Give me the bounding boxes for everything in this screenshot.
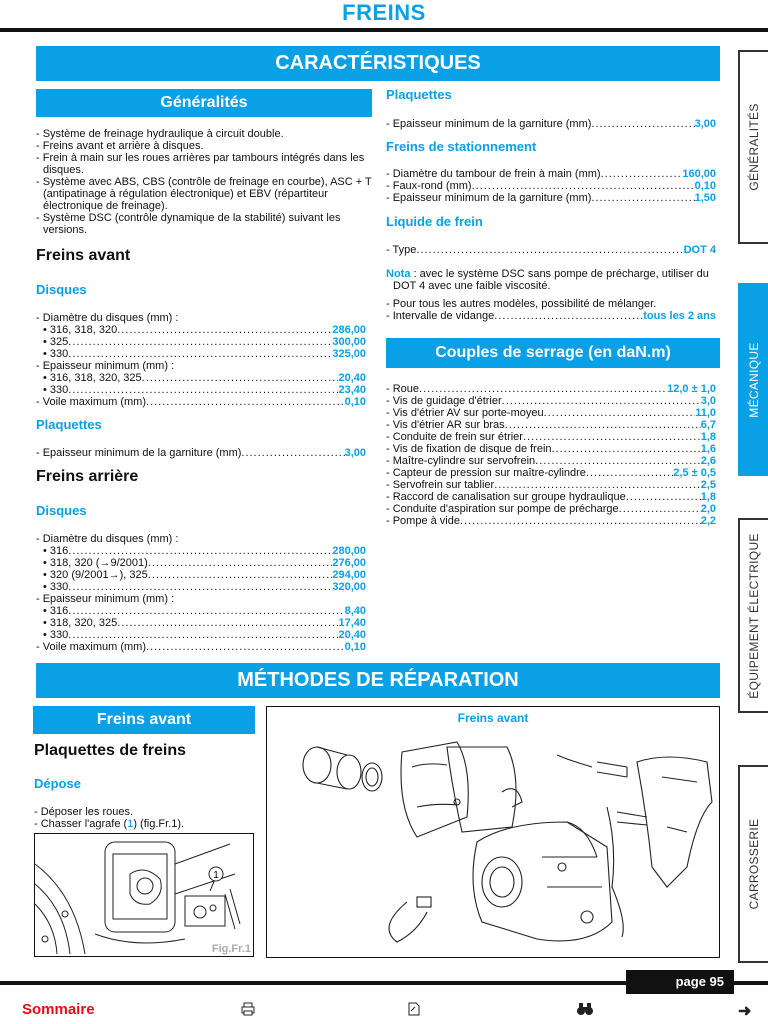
spec-value: 23,40 bbox=[338, 384, 366, 396]
spec-label: - Servofrein sur tablier bbox=[386, 479, 495, 491]
spec-value: 1,6 bbox=[700, 443, 716, 455]
spec-row bbox=[386, 168, 716, 180]
spec-row bbox=[386, 515, 716, 527]
spec-label: • 330 bbox=[43, 581, 69, 593]
spec-row bbox=[386, 455, 716, 467]
spec-label: - Type bbox=[386, 244, 417, 256]
spec-row bbox=[36, 533, 366, 545]
exploded-view-figure bbox=[266, 706, 720, 958]
spec-value: 276,00 bbox=[332, 557, 366, 569]
general-line: - Frein à main sur les roues arrières par tambours intégrés dans les disques. bbox=[36, 152, 365, 176]
tab-mecanique[interactable] bbox=[738, 283, 768, 476]
spec-value: tous les 2 ans bbox=[643, 310, 716, 322]
spec-value: 12,0 ± 1,0 bbox=[667, 383, 716, 395]
spec-row bbox=[36, 447, 366, 459]
characteristics-band: CARACTÉRISTIQUES bbox=[36, 46, 720, 81]
spec-value: 8,40 bbox=[344, 605, 366, 617]
spec-label: - Intervalle de vidange bbox=[386, 310, 495, 322]
spec-label: - Roue bbox=[386, 383, 420, 395]
spec-value: 20,40 bbox=[338, 372, 366, 384]
methods-freins-avant-band: Freins avant bbox=[33, 706, 255, 734]
spec-label: - Epaisseur minimum de la garniture (mm) bbox=[386, 118, 592, 130]
spec-label: - Voile maximum (mm) bbox=[36, 396, 147, 408]
spec-value: 0,10 bbox=[344, 396, 366, 408]
spec-label: • 318, 320, 325 bbox=[43, 617, 118, 629]
plaquettes-heading: Plaquettes bbox=[36, 417, 102, 432]
spec-row bbox=[36, 360, 366, 372]
couples-list bbox=[386, 383, 716, 527]
document-icon[interactable] bbox=[408, 1002, 420, 1019]
exploded-brake-illustration bbox=[267, 707, 719, 957]
page-number: page 95 bbox=[626, 970, 734, 994]
spec-row bbox=[36, 384, 366, 396]
spec-label: - Faux-rond (mm) bbox=[386, 180, 472, 192]
spec-row bbox=[36, 372, 366, 384]
spec-row bbox=[36, 641, 366, 653]
depose-heading: Dépose bbox=[34, 776, 81, 791]
spec-row bbox=[36, 557, 366, 569]
disques-ar-heading: Disques bbox=[36, 503, 87, 518]
spec-label: • 320 (9/2001→), 325 bbox=[43, 569, 148, 581]
general-line: - Freins avant et arrière à disques. bbox=[36, 140, 204, 152]
spec-value: 2,2 bbox=[700, 515, 716, 527]
spec-row bbox=[386, 431, 716, 443]
fig1-label: Fig.Fr.1 bbox=[211, 943, 251, 955]
spec-label: - Raccord de canalisation sur groupe hydraulique bbox=[386, 491, 626, 503]
spec-value: 160,00 bbox=[682, 168, 716, 180]
spec-value: 6,7 bbox=[700, 419, 716, 431]
spec-label: - Diamètre du disques (mm) : bbox=[36, 312, 179, 324]
far-disques-list bbox=[36, 533, 366, 653]
spec-label: - Vis de fixation de disque de frein bbox=[386, 443, 552, 455]
spec-value: 0,10 bbox=[344, 641, 366, 653]
r-liquide-list2 bbox=[386, 298, 716, 322]
spec-label: - Conduite de frein sur étrier bbox=[386, 431, 523, 443]
generalites-text bbox=[36, 128, 372, 236]
header-rule bbox=[0, 28, 768, 32]
spec-row bbox=[36, 593, 366, 605]
tab-label: CARROSSERIE bbox=[747, 818, 761, 910]
spec-row bbox=[36, 336, 366, 348]
spec-row bbox=[386, 118, 716, 130]
spec-label: - Conduite d'aspiration sur pompe de précharge bbox=[386, 503, 619, 515]
spec-label: • 318, 320 (→9/2001) bbox=[43, 557, 148, 569]
exploded-view-title: Freins avant bbox=[457, 711, 529, 725]
nota-text bbox=[386, 268, 720, 292]
spec-value: 294,00 bbox=[332, 569, 366, 581]
spec-row bbox=[36, 605, 366, 617]
spec-row bbox=[386, 419, 716, 431]
printer-icon[interactable] bbox=[240, 1002, 256, 1019]
spec-value: 3,0 bbox=[700, 395, 716, 407]
page-title: FREINS bbox=[342, 0, 426, 25]
spec-value: 286,00 bbox=[332, 324, 366, 336]
spec-row bbox=[386, 503, 716, 515]
freins-arriere-heading: Freins arrière bbox=[36, 468, 139, 485]
plaquettes-freins-heading: Plaquettes de freins bbox=[34, 742, 187, 759]
spec-value: 2,5 bbox=[700, 479, 716, 491]
spec-value: 17,40 bbox=[338, 617, 366, 629]
spec-value: 300,00 bbox=[332, 336, 366, 348]
depose-line: - Chasser l'agrafe (1) (fig.Fr.1). bbox=[34, 818, 185, 830]
fav-plaquettes-list bbox=[36, 447, 366, 459]
nota-label: Nota bbox=[386, 268, 411, 280]
tab-label: GÉNÉRALITÉS bbox=[747, 103, 761, 191]
spec-value: 325,00 bbox=[332, 348, 366, 360]
sommaire-link[interactable]: Sommaire bbox=[22, 1001, 95, 1018]
spec-label: - Epaisseur minimum (mm) : bbox=[36, 360, 175, 372]
tab-label: ÉQUIPEMENT ÉLECTRIQUE bbox=[747, 532, 761, 699]
spec-row bbox=[386, 467, 716, 479]
spec-value: 1,8 bbox=[700, 491, 716, 503]
spec-row bbox=[386, 192, 716, 204]
spec-row bbox=[386, 244, 716, 256]
generalites-band: Généralités bbox=[36, 89, 372, 117]
spec-value: 2,5 ± 0,5 bbox=[673, 467, 716, 479]
spec-label: - Diamètre du disques (mm) : bbox=[36, 533, 179, 545]
spec-label: - Epaisseur minimum (mm) : bbox=[36, 593, 175, 605]
spec-row bbox=[386, 443, 716, 455]
spec-label: - Pompe à vide bbox=[386, 515, 460, 527]
spec-value: 320,00 bbox=[332, 581, 366, 593]
spec-label: - Capteur de pression sur maître-cylindre bbox=[386, 467, 586, 479]
spec-value: 2,0 bbox=[700, 503, 716, 515]
spec-row bbox=[386, 395, 716, 407]
spec-row bbox=[386, 479, 716, 491]
r-stationnement-list bbox=[386, 168, 716, 204]
spec-value: 2,6 bbox=[700, 455, 716, 467]
spec-label: • 330 bbox=[43, 384, 69, 396]
liquide-heading: Liquide de frein bbox=[386, 214, 483, 229]
spec-row bbox=[386, 310, 716, 322]
brake-caliper-illustration bbox=[35, 834, 253, 956]
spec-label: - Maître-cylindre sur servofrein bbox=[386, 455, 536, 467]
stationnement-heading: Freins de stationnement bbox=[386, 139, 537, 154]
spec-label: - Vis de guidage d'étrier bbox=[386, 395, 502, 407]
spec-label: • 316 bbox=[43, 545, 69, 557]
spec-label: - Diamètre du tambour de frein à main (mm) bbox=[386, 168, 601, 180]
spec-label: • 325 bbox=[43, 336, 69, 348]
spec-row bbox=[386, 383, 716, 395]
spec-label: - Voile maximum (mm) bbox=[36, 641, 147, 653]
methods-band: MÉTHODES DE RÉPARATION bbox=[36, 663, 720, 698]
arrow-right-icon[interactable]: ➜ bbox=[738, 1003, 752, 1020]
spec-row bbox=[36, 312, 366, 324]
spec-label: • 330 bbox=[43, 348, 69, 360]
spec-row bbox=[386, 298, 716, 310]
spec-row bbox=[36, 617, 366, 629]
spec-label: • 316, 318, 320, 325 bbox=[43, 372, 142, 384]
r-plaquettes-list bbox=[386, 118, 716, 130]
spec-value: 3,00 bbox=[344, 447, 366, 459]
spec-value: 0,10 bbox=[694, 180, 716, 192]
tab-carrosserie[interactable] bbox=[738, 765, 768, 963]
spec-label: • 316 bbox=[43, 605, 69, 617]
spec-value: 280,00 bbox=[332, 545, 366, 557]
binoculars-icon[interactable] bbox=[576, 1002, 594, 1019]
tab-generalites[interactable] bbox=[738, 50, 768, 244]
spec-row bbox=[386, 407, 716, 419]
figure-fr1 bbox=[34, 833, 254, 957]
depose-line: - Déposer les roues. bbox=[34, 806, 134, 818]
general-line: - Système de freinage hydraulique à circuit double. bbox=[36, 128, 284, 140]
fav-disques-list bbox=[36, 312, 366, 408]
spec-label: - Epaisseur minimum de la garniture (mm) bbox=[36, 447, 242, 459]
spec-value: 20,40 bbox=[338, 629, 366, 641]
r-liquide-list bbox=[386, 244, 716, 256]
spec-row bbox=[36, 569, 366, 581]
spec-label: - Vis d'étrier AV sur porte-moyeu bbox=[386, 407, 544, 419]
disques-heading: Disques bbox=[36, 282, 87, 297]
spec-row bbox=[36, 396, 366, 408]
spec-row bbox=[36, 629, 366, 641]
spec-label: - Pour tous les autres modèles, possibilité de mélanger. bbox=[386, 298, 657, 310]
spec-value: DOT 4 bbox=[683, 244, 716, 256]
spec-value: 11,0 bbox=[695, 407, 716, 419]
spec-value: 3,00 bbox=[694, 118, 716, 130]
plaquettes-r-heading: Plaquettes bbox=[386, 87, 452, 102]
spec-row bbox=[36, 348, 366, 360]
spec-row bbox=[386, 491, 716, 503]
tab-label: MÉCANIQUE bbox=[747, 341, 761, 418]
general-line: - Système DSC (contrôle dynamique de la stabilité) suivant les versions. bbox=[36, 212, 341, 236]
general-line: - Système avec ABS, CBS (contrôle de freinage en courbe), ASC + T (antipatinage à régulation électronique) et EBV (répartiteur électronique de freinage). bbox=[36, 176, 372, 212]
spec-label: • 330 bbox=[43, 629, 69, 641]
depose-text bbox=[34, 806, 264, 830]
spec-row bbox=[36, 581, 366, 593]
spec-value: 1,50 bbox=[694, 192, 716, 204]
spec-row bbox=[386, 180, 716, 192]
spec-label: • 316, 318, 320 bbox=[43, 324, 118, 336]
spec-value: 1,8 bbox=[700, 431, 716, 443]
fig1-callout: 1 bbox=[213, 870, 219, 881]
spec-row bbox=[36, 324, 366, 336]
spec-label: - Vis d'étrier AR sur bras bbox=[386, 419, 505, 431]
spec-label: - Epaisseur minimum de la garniture (mm) bbox=[386, 192, 592, 204]
nota-body: : avec le système DSC sans pompe de précharge, utiliser du DOT 4 avec une faible viscosité. bbox=[393, 268, 709, 292]
couples-band: Couples de serrage (en daN.m) bbox=[386, 338, 720, 368]
tab-equipement-electrique[interactable] bbox=[738, 518, 768, 713]
freins-avant-heading: Freins avant bbox=[36, 247, 131, 264]
spec-row bbox=[36, 545, 366, 557]
